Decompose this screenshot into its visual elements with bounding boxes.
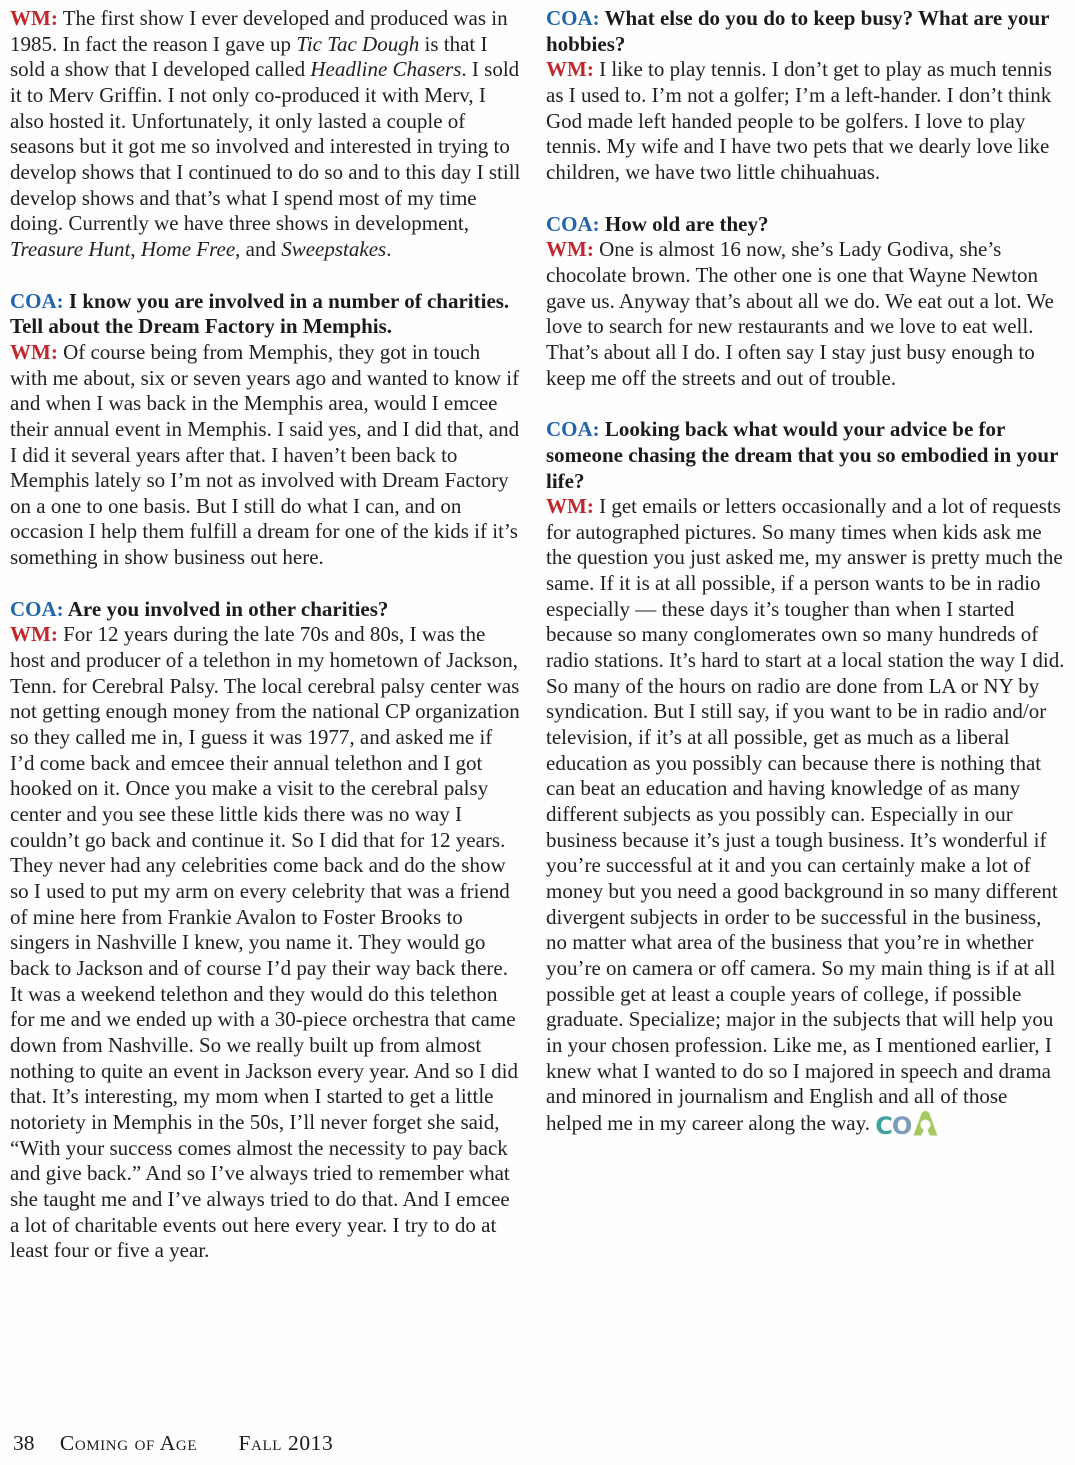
text-column-left (10, 6, 522, 1264)
answer-paragraph (10, 622, 522, 1263)
show-title-italic: Home Free (140, 236, 236, 261)
speaker-label-wm: WM: (10, 339, 58, 364)
question-text: How old are they? (599, 211, 769, 236)
speaker-label-wm: WM: (546, 494, 594, 519)
triangle-a-icon (912, 1110, 939, 1136)
answer-paragraph (10, 340, 522, 571)
question-text: Looking back what would your advice be for someone chasing the dream that you so embodied in your life? (546, 417, 1059, 493)
logo-letter-o: O (891, 1111, 912, 1140)
show-title-italic: Headline Chasers (310, 57, 462, 82)
answer-text: is that I sold a show that I developed called (10, 31, 488, 82)
speaker-label-coa: COA: (546, 211, 600, 236)
answer-paragraph (546, 494, 1067, 1139)
answer-text: The first show I ever developed and produced was in 1985. In fact the reason I gave up (10, 6, 508, 56)
issue-label: Fall 2013 (238, 1431, 334, 1455)
question-paragraph (546, 417, 1067, 494)
answer-paragraph (546, 57, 1067, 185)
publication-name: Coming of Age (59, 1431, 198, 1455)
question-text: Are you involved in other charities? (63, 596, 389, 621)
question-paragraph (546, 212, 1067, 238)
answer-text: . I sold it to Merv Griffin. I not only co-produced it with Merv, I also hosted it. Unfortunately, it only lasted a couple of seasons but it got me so involved and interested in trying to develop shows that I continued to do so and to this day I still develop shows and that’s what I spend most of my time doing. Currently we have three shows in development, (10, 57, 521, 236)
question-text: I know you are involved in a number of charities. Tell about the Dream Factory in Memphis. (10, 288, 510, 339)
page-number: 38 (13, 1431, 35, 1455)
question-text: What else do you do to keep busy? What are your hobbies? (546, 6, 1050, 56)
answer-text: For 12 years during the late 70s and 80s, I was the host and producer of a telethon in my hometown of Jackson, Tenn. for Cerebral Palsy. The local cerebral palsy center was not getting enough money from the national CP organization so they called me in, I guess it was 1977, and asked me if I’d come back and emcee their annual telethon and I got hooked on it. Once you make a visit to the cerebral palsy center and you see these little kids there was no way I couldn’t go back and continue it. So I did that for 12 years. They never had any celebrities come back and do the show so I used to put my arm on every celebrity that was a friend of mine here from Frankie Avalon to Foster Brooks to singers in Nashville I knew, you name it. They would go back to Jackson and of course I’d pay their way back there. It was a weekend telethon and they would do this telethon for me and we ended up with a 30-piece orchestra that came down from Nashville. So we really built up from almost nothing to quite an event in Jackson every year. And so I did that. It’s interesting, my mom when I started to get a little notoriety in Memphis in the 50s, I’ll never forget she said, “With your success comes almost the necessity to pay back and give back.” And so I’ve always tried to remember what she taught me and I’ve always tried to do that. And I emcee a lot of charitable events out here every year. I try to do at least four or five a year. (10, 622, 520, 1263)
speaker-label-coa: COA: (546, 417, 600, 442)
page-footer (13, 1431, 333, 1456)
answer-text: One is almost 16 now, she’s Lady Godiva, she’s chocolate brown. The other one is one that Wayne Newton gave us. Anyway that’s about all we do. We eat out a lot. We love to search for new restaurants and we love to eat well. That’s about all I do. I often say I stay just busy enough to keep me off the streets and out of trouble. (546, 237, 1054, 390)
show-title-italic: Treasure Hunt (10, 236, 131, 261)
article-body (10, 6, 1067, 1264)
speaker-label-wm: WM: (10, 6, 58, 30)
answer-text: I get emails or letters occasionally and a lot of requests for autographed pictures. So many times when kids ask me the question you just asked me, my answer is pretty much the same. If it is at all possible, if a person wants to be in radio especially — these days it’s tougher than when I started because so many conglomerates own so many hundreds of radio stations. It’s hard to start at a local station the way I did. So many of the hours on radio are done from LA or NY by syndication. But I still say, if you want to be in radio and/or television, if it’s at all possible, get as much as a liberal education as you possibly can because there is nothing that can beat an education and having knowledge of as many different subjects as you possibly can. Especially in our business because it’s just a tough business. It’s wonderful if you’re successful at it and you can certainly make a lot of money but you need a good background in so many different divergent subjects in order to be successful in the business, no matter what area of the business that you’re in whether you’re on camera or off camera. So my main thing is if at all possible get at least a couple years of college, if possible graduate. Specialize; major in the subjects that will help you in your chosen profession. Like me, as I mentioned earlier, I knew what I wanted to do so I majored in speech and drama and minored in journalism and English and all of those helped me in my career along the way. (546, 494, 1065, 1135)
answer-text: , (130, 236, 141, 261)
answer-text: Of course being from Memphis, they got in touch with me about, six or seven years ago and wanted to know if and when I was back in the Memphis area, would I emcee their annual event in Memphis. I said yes, and I did that, and I did it several years after that. I haven’t been back to Memphis lately so I’m not as involved with Dream Factory on a one to one basis. But I still do what I can, and on occasion I help them fulfill a dream for one of the kids if it’s something in show business out here. (10, 339, 520, 570)
speaker-label-wm: WM: (546, 237, 594, 262)
text-column-right (546, 6, 1067, 1264)
question-paragraph (546, 6, 1067, 57)
logo-letter-c: C (875, 1111, 892, 1140)
speaker-label-coa: COA: (546, 6, 600, 30)
show-title-italic: Tic Tac Dough (296, 31, 420, 56)
answer-paragraph (546, 237, 1067, 391)
answer-text: , and (235, 236, 282, 261)
speaker-label-wm: WM: (546, 57, 594, 82)
speaker-label-wm: WM: (10, 622, 58, 647)
show-title-italic: Sweepstakes (281, 236, 387, 261)
speaker-label-coa: COA: (10, 288, 64, 313)
answer-text: . (386, 236, 392, 261)
answer-text: I like to play tennis. I don’t get to play as much tennis as I used to. I’m not a golfer; I’m a left-hander. I don’t think God made left handed people to be golfers. I love to play tennis. My wife and I have two pets that we dearly love like children, we have two little chihuahuas. (546, 57, 1052, 184)
coa-logo (875, 1110, 939, 1140)
question-paragraph (10, 289, 522, 340)
answer-paragraph (10, 6, 522, 263)
speaker-label-coa: COA: (10, 596, 64, 621)
question-paragraph (10, 597, 522, 623)
